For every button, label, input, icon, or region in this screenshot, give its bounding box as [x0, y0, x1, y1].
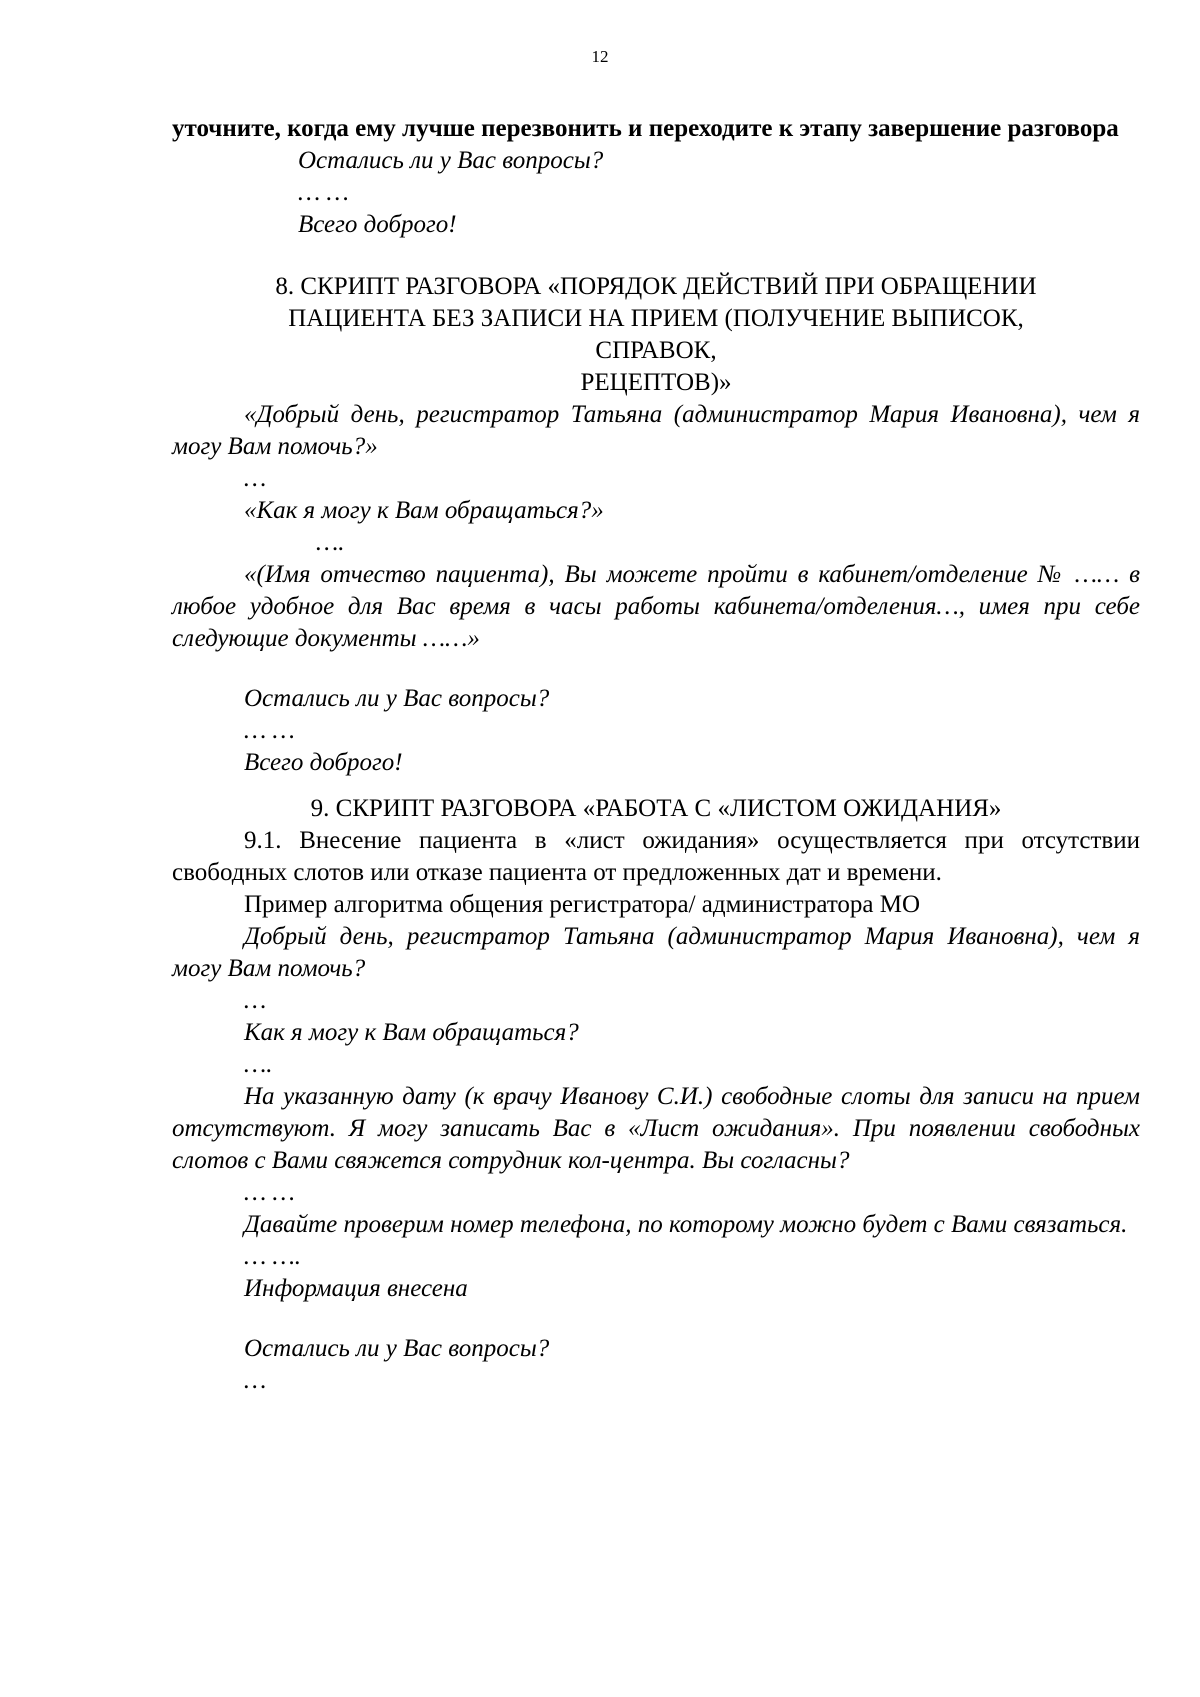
section9-greeting: Добрый день, регистратор Татьяна (администратор Мария Ивановна), чем я могу Вам помочь?	[172, 923, 1140, 982]
section9-ellipsis-3: … …	[244, 1179, 295, 1206]
section9-ellipsis-4: … ….	[244, 1243, 301, 1270]
section8-title-line1: 8. СКРИПТ РАЗГОВОРА «ПОРЯДОК ДЕЙСТВИЙ ПРИ ОБРАЩЕНИИ	[275, 273, 1037, 300]
section9-paragraph-1: 9.1. Внесение пациента в «лист ожидания» осуществляется при отсутствии свободных слотов или отказе пациента от предложенных дат и времени.	[172, 827, 1140, 886]
section9-no-slots: На указанную дату (к врачу Иванову С.И.) свободные слоты для записи на прием отсутствуют. Я могу записать Вас в «Лист ожидания». При появлении свободных слотов с Вами свяжется сотрудник кол-центра. Вы согласны?	[172, 1083, 1140, 1174]
intro-bold-instruction: уточните, когда ему лучше перезвонить и переходите к этапу завершение разговора	[172, 115, 1119, 142]
section8-instruction: «(Имя отчество пациента), Вы можете пройти в кабинет/отделение № …… в любое удобное для Вас время в часы работы кабинета/отделения…, имея при себе следующие документы ……»	[172, 561, 1140, 652]
section9-ellipsis-1: …	[244, 987, 267, 1014]
section9-ellipsis-5: …	[244, 1367, 267, 1394]
section9-check-phone: Давайте проверим номер телефона, по которому можно будет с Вами связаться.	[244, 1211, 1128, 1238]
section8-question: Остались ли у Вас вопросы?	[244, 685, 550, 712]
intro-ellipsis: … …	[298, 179, 349, 206]
section8-greeting: «Добрый день, регистратор Татьяна (администратор Мария Ивановна), чем я могу Вам помочь?»	[172, 401, 1140, 460]
section8-ellipsis-1: …	[244, 465, 267, 492]
section8-ellipsis-2: ….	[316, 529, 345, 556]
section9-question: Остались ли у Вас вопросы?	[244, 1335, 550, 1362]
section9-title: 9. СКРИПТ РАЗГОВОРА «РАБОТА С «ЛИСТОМ ОЖИДАНИЯ»	[310, 795, 1002, 822]
page-number: 12	[591, 47, 609, 66]
section8-title-line4: РЕЦЕПТОВ)»	[580, 369, 732, 396]
section8-title-line3: СПРАВОК,	[595, 337, 717, 364]
section8-farewell: Всего доброго!	[244, 749, 403, 776]
section9-ellipsis-2: ….	[244, 1051, 273, 1078]
section9-info-added: Информация внесена	[244, 1275, 468, 1302]
intro-farewell: Всего доброго!	[298, 211, 457, 238]
section9-paragraph-2: Пример алгоритма общения регистратора/ администратора МО	[244, 891, 921, 918]
section9-ask-name: Как я могу к Вам обращаться?	[244, 1019, 579, 1046]
intro-question: Остались ли у Вас вопросы?	[298, 147, 604, 174]
section8-title-line2: ПАЦИЕНТА БЕЗ ЗАПИСИ НА ПРИЕМ (ПОЛУЧЕНИЕ ВЫПИСОК,	[288, 305, 1024, 332]
document-body	[172, 113, 1140, 1397]
section8-ask-name: «Как я могу к Вам обращаться?»	[244, 497, 604, 524]
section8-ellipsis-3: … …	[244, 717, 295, 744]
